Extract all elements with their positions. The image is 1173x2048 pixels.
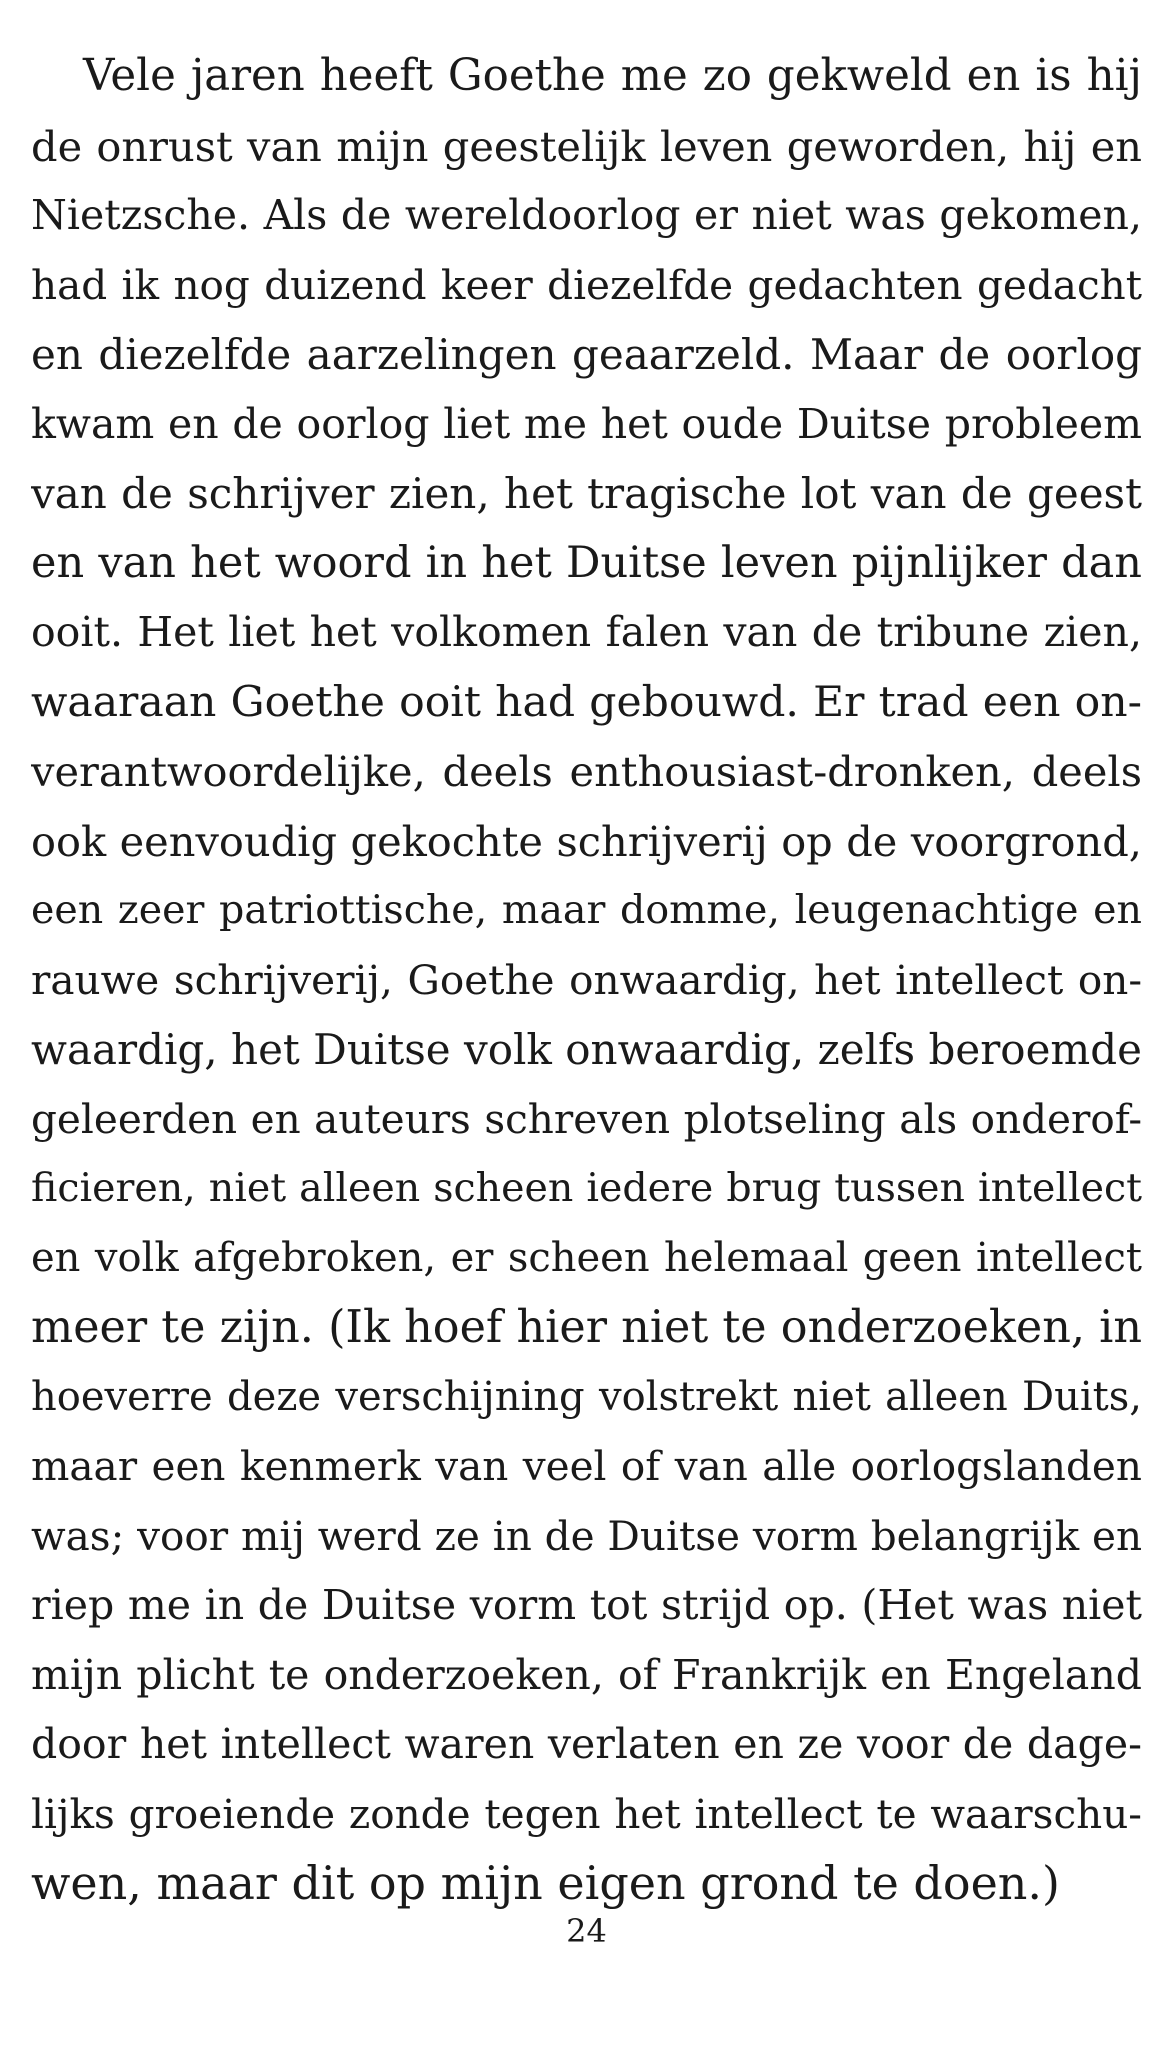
body-paragraph [31,42,1142,1919]
text-line: waardig, het Duitse volk onwaardig, zelfs beroemde [31,1025,1142,1074]
text-line: rauwe schrijverij, Goethe onwaardig, het intellect on- [31,955,1142,1004]
text-line: ficieren, niet alleen scheen iedere brug tussen intellect [31,1165,1142,1211]
text-line: hoeverre deze verschijning volstrekt niet alleen Duits, [31,1373,1142,1420]
text-line: de onrust van mijn geestelijk leven geworden, hij en [31,121,1142,171]
page-number: 24 [566,1912,607,1950]
text-line: Vele jaren heeft Goethe me zo gekweld en is hij [83,51,1142,101]
text-line: door het intellect waren verlaten en ze voor de dage- [31,1720,1142,1768]
text-line: en diezelfde aarzelingen geaarzeld. Maar de oorlog [31,330,1142,379]
text-line: Nietzsche. Als de wereldoorlog er niet was gekomen, [31,191,1142,239]
text-line: kwam en de oorlog liet me het oude Duitse probleem [31,399,1142,448]
text-line: had ik nog duizend keer diezelfde gedachten gedacht [31,260,1142,309]
text-line: wen, maar dit op mijn eigen grond te doen.) [31,1856,1060,1910]
text-line: ook eenvoudig gekochte schrijverij op de voorgrond, [31,816,1142,866]
text-line: van de schrijver zien, het tragische lot van de geest [31,469,1142,518]
text-line: en van het woord in het Duitse leven pijnlijker dan [31,537,1142,588]
text-line: een zeer patriottische, maar domme, leugenachtige en [31,887,1142,933]
text-line: maar een kenmerk van veel of van alle oorlogslanden [31,1442,1142,1490]
text-line: en volk afgebroken, er scheen helemaal geen intellect [31,1234,1142,1281]
text-line: lijks groeiende zonde tegen het intellect te waarschu- [31,1789,1142,1838]
text-line: meer te zijn. (Ik hoef hier niet te onderzoeken, in [31,1302,1142,1353]
text-line: geleerden en auteurs schreven plotseling als onderof- [31,1094,1142,1143]
text-line: mijn plicht te onderzoeken, of Frankrijk en Engeland [31,1650,1142,1699]
text-line: was; voor mij werd ze in de Duitse vorm belangrijk en [31,1511,1142,1560]
text-line: riep me in de Duitse vorm tot strijd op. (Het was niet [31,1581,1142,1629]
text-line: ooit. Het liet het volkomen falen van de tribune zien, [31,608,1142,656]
text-line: verantwoordelijke, deels enthousiast-dronken, deels [31,747,1142,796]
text-line: waaraan Goethe ooit had gebouwd. Er trad een on- [31,677,1142,727]
